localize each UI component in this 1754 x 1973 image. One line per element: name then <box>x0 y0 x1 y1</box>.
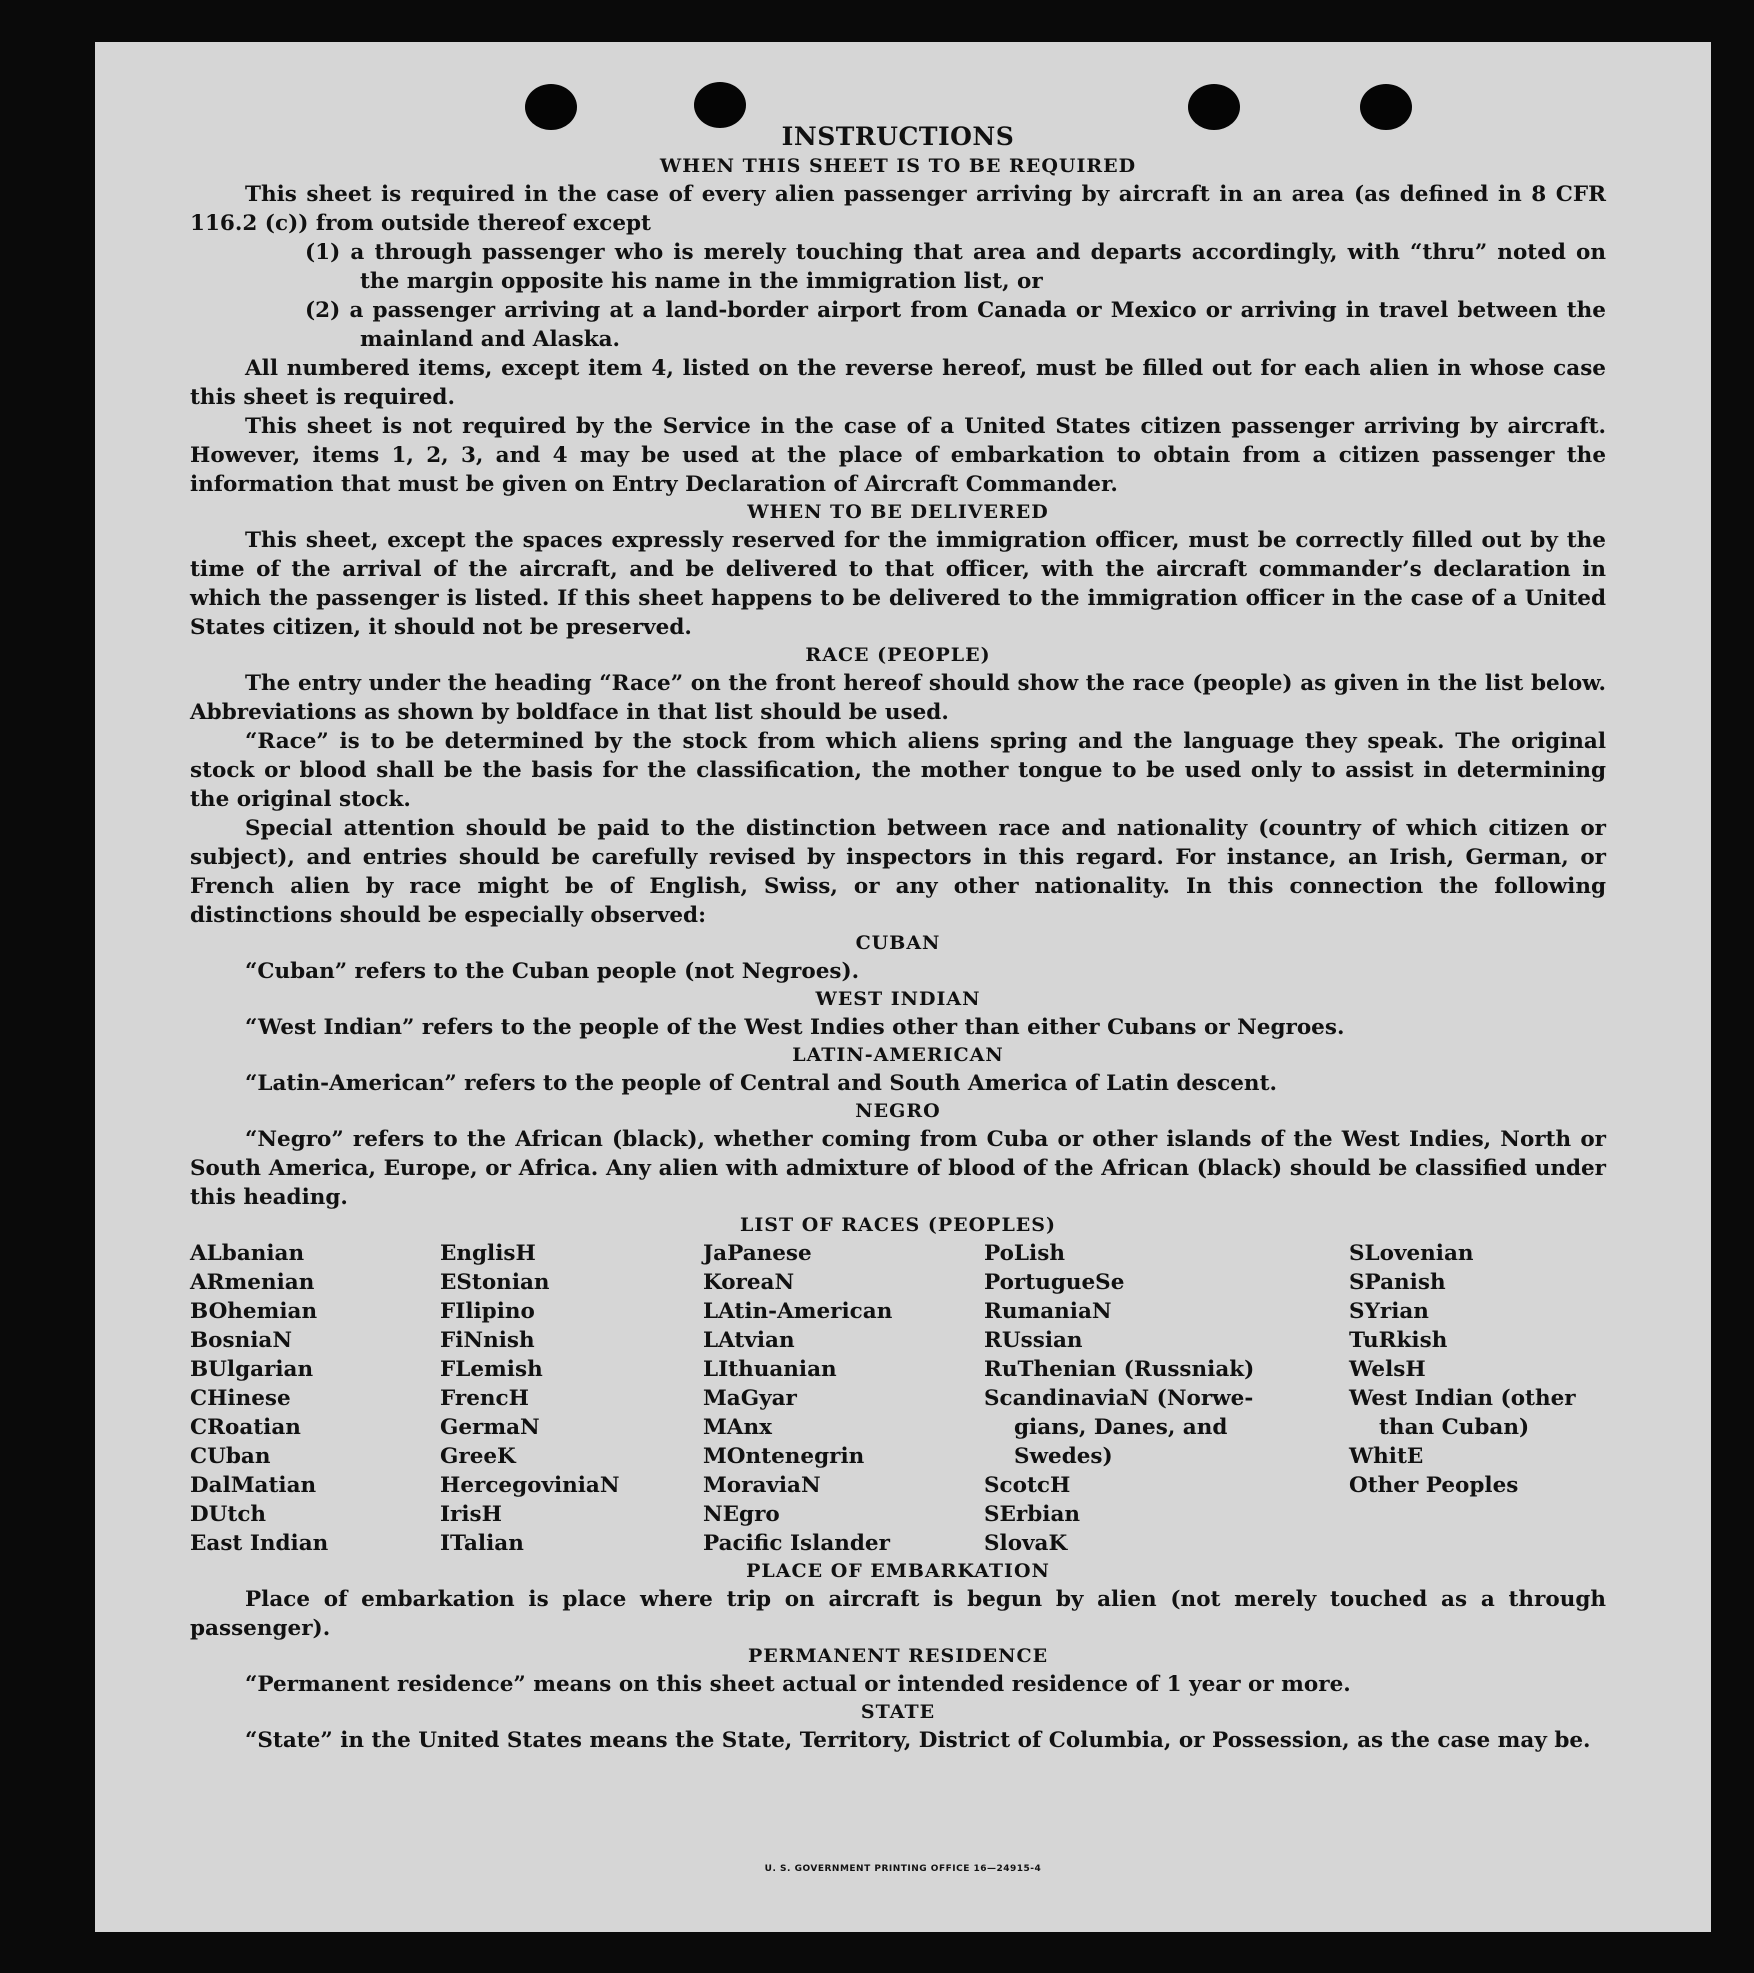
list-item: FIlipino <box>440 1299 535 1324</box>
list-item: PortugueSe <box>984 1270 1125 1295</box>
list-item: KoreaN <box>703 1270 795 1295</box>
paragraph: “Latin-American” refers to the people of Central and South America of Latin descent. <box>245 1071 1277 1096</box>
section-heading: RACE (PEOPLE) <box>805 644 991 666</box>
list-item: HercegoviniaN <box>440 1473 620 1498</box>
paragraph: “Race” is to be determined by the stock from which aliens spring and the language they speak. The original stock or blood shall be the basis for the classification, the mother tongue to be used only to assist in determining the original stock. <box>190 729 1606 812</box>
list-item: TuRkish <box>1349 1328 1448 1353</box>
list-item: Pacific Islander <box>703 1531 890 1556</box>
list-item: WelsH <box>1349 1357 1426 1382</box>
section-heading: LATIN-AMERICAN <box>792 1044 1004 1066</box>
list-item: gians, Danes, and <box>1014 1415 1228 1440</box>
list-item: JaPanese <box>703 1241 812 1266</box>
paragraph: “Permanent residence” means on this sheet actual or intended residence of 1 year or more. <box>245 1672 1351 1697</box>
list-item: Other Peoples <box>1349 1473 1519 1498</box>
list-item: MAnx <box>703 1415 772 1440</box>
paragraph: “West Indian” refers to the people of the West Indies other than either Cubans or Negroes. <box>245 1015 1345 1040</box>
document-sheet <box>95 42 1711 1932</box>
list-item: NEgro <box>703 1502 780 1527</box>
list-item: ARmenian <box>190 1270 315 1295</box>
list-item: FiNnish <box>440 1328 535 1353</box>
races-column <box>1349 1239 1606 1558</box>
section-heading: WEST INDIAN <box>815 988 981 1010</box>
list-item: GreeK <box>440 1444 516 1469</box>
list-item: DalMatian <box>190 1473 317 1498</box>
list-item: BUlgarian <box>190 1357 314 1382</box>
list-item: EnglisH <box>440 1241 536 1266</box>
list-item: ALbanian <box>190 1241 305 1266</box>
list-item: BosniaN <box>190 1328 292 1353</box>
section-heading: WHEN TO BE DELIVERED <box>747 501 1049 523</box>
page-title: INSTRUCTIONS <box>781 122 1015 151</box>
list-item: PoLish <box>984 1241 1065 1266</box>
list-item: SYrian <box>1349 1299 1429 1324</box>
paragraph: Special attention should be paid to the distinction between race and nationality (country of which citizen or subject), and entries should be carefully revised by inspectors in this regard. For instance, an Irish, German, or French alien by race might be of English, Swiss, or any other nationality. In this connection the following distinctions should be especially observed: <box>190 816 1606 928</box>
paragraph: “Cuban” refers to the Cuban people (not Negroes). <box>245 959 860 984</box>
paragraph: This sheet is required in the case of every alien passenger arriving by aircraft in an area (as defined in 8 CFR 116.2 (c)) from outside thereof except <box>190 182 1606 236</box>
list-item: CUban <box>190 1444 271 1469</box>
section-heading: NEGRO <box>855 1100 941 1122</box>
list-item: BOhemian <box>190 1299 318 1324</box>
list-item: Swedes) <box>1014 1444 1113 1469</box>
list-item: EStonian <box>440 1270 550 1295</box>
list-item: ScandinaviaN (Norwe- <box>984 1386 1254 1411</box>
paragraph: All numbered items, except item 4, listed on the reverse hereof, must be filled out for each alien in whose case this sheet is required. <box>190 356 1606 410</box>
list-item: ScotcH <box>984 1473 1071 1498</box>
paragraph: The entry under the heading “Race” on the front hereof should show the race (people) as given in the list below. Abbreviations as shown by boldface in that list should be used. <box>190 671 1606 725</box>
list-item: CHinese <box>190 1386 291 1411</box>
list-item: MOntenegrin <box>703 1444 865 1469</box>
list-item: LIthuanian <box>703 1357 837 1382</box>
list-item: SPanish <box>1349 1270 1446 1295</box>
list-item: LAtin-American <box>703 1299 893 1324</box>
races-column <box>984 1239 1349 1558</box>
list-item: FrencH <box>440 1386 529 1411</box>
list-item: RUssian <box>984 1328 1083 1353</box>
list-item: RuThenian (Russniak) <box>984 1357 1255 1382</box>
list-item: East Indian <box>190 1531 329 1556</box>
section-heading: WHEN THIS SHEET IS TO BE REQUIRED <box>659 155 1137 177</box>
paragraph: “Negro” refers to the African (black), whether coming from Cuba or other islands of the West Indies, North or South America, Europe, or Africa. Any alien with admixture of blood of the African (black) should be classified under this heading. <box>190 1127 1606 1210</box>
paragraph: This sheet, except the spaces expressly reserved for the immigration officer, must be correctly filled out by the time of the arrival of the aircraft, and be delivered to that officer, with the aircraft commander’s declaration in which the passenger is listed. If this sheet happens to be delivered to the immigration officer in the case of a United States citizen, it should not be preserved. <box>190 528 1606 640</box>
list-item: FLemish <box>440 1357 543 1382</box>
races-column <box>440 1239 703 1558</box>
list-item: GermaN <box>440 1415 540 1440</box>
list-item: than Cuban) <box>1379 1415 1530 1440</box>
section-heading: STATE <box>860 1701 936 1723</box>
paragraph: This sheet is not required by the Service in the case of a United States citizen passenger arriving by aircraft. However, items 1, 2, 3, and 4 may be used at the place of embarkation to obtain from a citizen passenger the information that must be given on Entry Declaration of Aircraft Commander. <box>190 414 1606 497</box>
printing-office-footer: U. S. GOVERNMENT PRINTING OFFICE 16—24915-4 <box>764 1864 1042 1874</box>
list-item: DUtch <box>190 1502 267 1527</box>
paragraph: Place of embarkation is place where trip on aircraft is begun by alien (not merely touched as a through passenger). <box>190 1587 1606 1641</box>
races-column <box>190 1239 440 1558</box>
list-item: LAtvian <box>703 1328 795 1353</box>
list-item: West Indian (other <box>1349 1386 1576 1411</box>
list-item: RumaniaN <box>984 1299 1112 1324</box>
section-heading: CUBAN <box>855 932 941 954</box>
section-heading: LIST OF RACES (PEOPLES) <box>740 1214 1056 1236</box>
instructions-content <box>190 122 1606 1755</box>
list-item: (2) a passenger arriving at a land-border airport from Canada or Mexico or arriving in travel between the mainland and Alaska. <box>305 298 1606 352</box>
list-item: SLovenian <box>1349 1241 1474 1266</box>
list-item: MaGyar <box>703 1386 797 1411</box>
paragraph: “State” in the United States means the State, Territory, District of Columbia, or Possession, as the case may be. <box>245 1728 1591 1753</box>
section-heading: PLACE OF EMBARKATION <box>746 1560 1050 1582</box>
list-item: SErbian <box>984 1502 1081 1527</box>
list-item: ITalian <box>440 1531 524 1556</box>
list-item: IrisH <box>440 1502 502 1527</box>
list-item: (1) a through passenger who is merely touching that area and departs accordingly, with “thru” noted on the margin opposite his name in the immigration list, or <box>305 240 1606 294</box>
races-list <box>190 1239 1606 1558</box>
list-item: CRoatian <box>190 1415 301 1440</box>
list-item: WhitE <box>1349 1444 1424 1469</box>
list-item: MoraviaN <box>703 1473 821 1498</box>
section-heading: PERMANENT RESIDENCE <box>747 1645 1049 1667</box>
races-column <box>703 1239 984 1558</box>
list-item: SlovaK <box>984 1531 1068 1556</box>
